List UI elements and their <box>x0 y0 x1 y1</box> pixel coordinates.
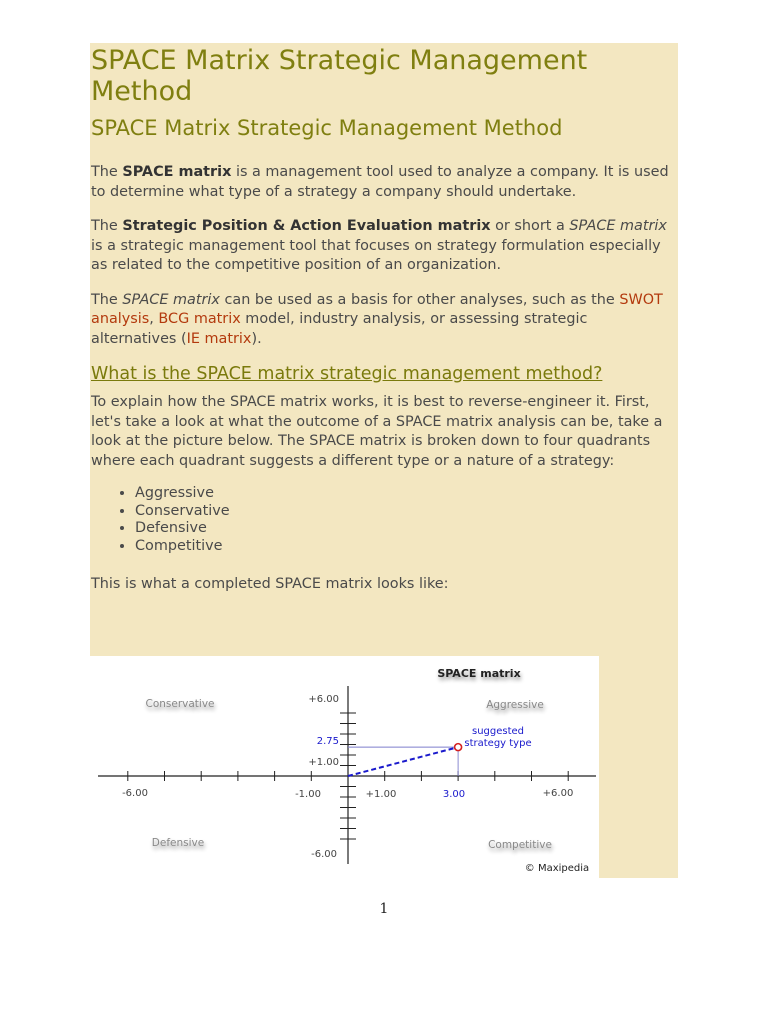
section-heading[interactable]: What is the SPACE matrix strategic management method? <box>91 364 603 384</box>
x-tick-label: -6.00 <box>122 788 148 799</box>
bcg-matrix-link[interactable]: BCG matrix <box>158 311 241 327</box>
chart-credit: © Maxipedia <box>524 863 590 874</box>
space-matrix-chart <box>90 656 599 878</box>
x-tick-label: -1.00 <box>295 789 321 800</box>
explanation-paragraph: To explain how the SPACE matrix works, it is best to reverse-engineer it. First, let's take a look at what the outcome of a SPACE matrix analysis can be, take a look at the picture below. The SPACE matrix is broken down to four quadrants where each quadrant suggests a different type or a nature of a strategy: <box>91 394 663 469</box>
page-number: 1 <box>379 901 389 917</box>
y-tick-label: 2.75 <box>316 736 339 747</box>
chart-title: SPACE matrix <box>437 667 521 680</box>
x-tick-label: +1.00 <box>365 789 397 800</box>
usage-paragraph: The SPACE matrix can be used as a basis for other analyses, such as the SWOT analysis, BCG matrix model, industry analysis, or assessing strategic alternatives (IE matrix). <box>91 291 663 347</box>
list-item: • Conservative <box>135 503 673 521</box>
document-content <box>91 43 673 595</box>
quadrant-list <box>91 485 673 555</box>
y-tick-label: +6.00 <box>308 694 339 705</box>
point-label-line2: strategy type <box>464 738 532 749</box>
quadrant-label-aggressive: Aggressive <box>486 699 544 711</box>
strategy-point <box>455 744 462 751</box>
page-title: SPACE Matrix Strategic Management Method <box>91 45 588 107</box>
definition-paragraph: The Strategic Position & Action Evaluation matrix or short a SPACE matrix is a strategic management tool that focuses on strategy formulation especially as related to the competitive position of an organization. <box>91 218 667 273</box>
list-item: • Aggressive <box>135 485 673 503</box>
page-subtitle: SPACE Matrix Strategic Management Method <box>91 116 563 140</box>
ie-matrix-link[interactable]: IE matrix <box>186 330 252 347</box>
bold-term: SPACE matrix <box>122 164 232 180</box>
quadrant-label-competitive: Competitive <box>488 839 552 851</box>
chart-intro-paragraph: This is what a completed SPACE matrix looks like: <box>91 576 449 592</box>
x-tick-label: 3.00 <box>442 789 466 800</box>
quadrant-label-defensive: Defensive <box>151 837 205 849</box>
x-tick-label: +6.00 <box>542 788 574 799</box>
swot-analysis-link[interactable]: SWOT analysis <box>91 291 663 327</box>
point-label-line1: suggested <box>471 726 525 737</box>
list-item: • Competitive <box>135 538 673 556</box>
strategy-vector <box>348 747 458 776</box>
y-tick-label: -6.00 <box>311 849 337 860</box>
bold-term: Strategic Position & Action Evaluation matrix <box>122 218 491 234</box>
list-item: • Defensive <box>135 520 673 538</box>
y-tick-label: +1.00 <box>308 757 339 768</box>
intro-paragraph: The SPACE matrix is a management tool used to analyze a company. It is used to determine what type of a strategy a company should undertake. <box>91 164 669 200</box>
quadrant-label-conservative: Conservative <box>145 698 215 710</box>
space-matrix-svg <box>90 656 599 878</box>
